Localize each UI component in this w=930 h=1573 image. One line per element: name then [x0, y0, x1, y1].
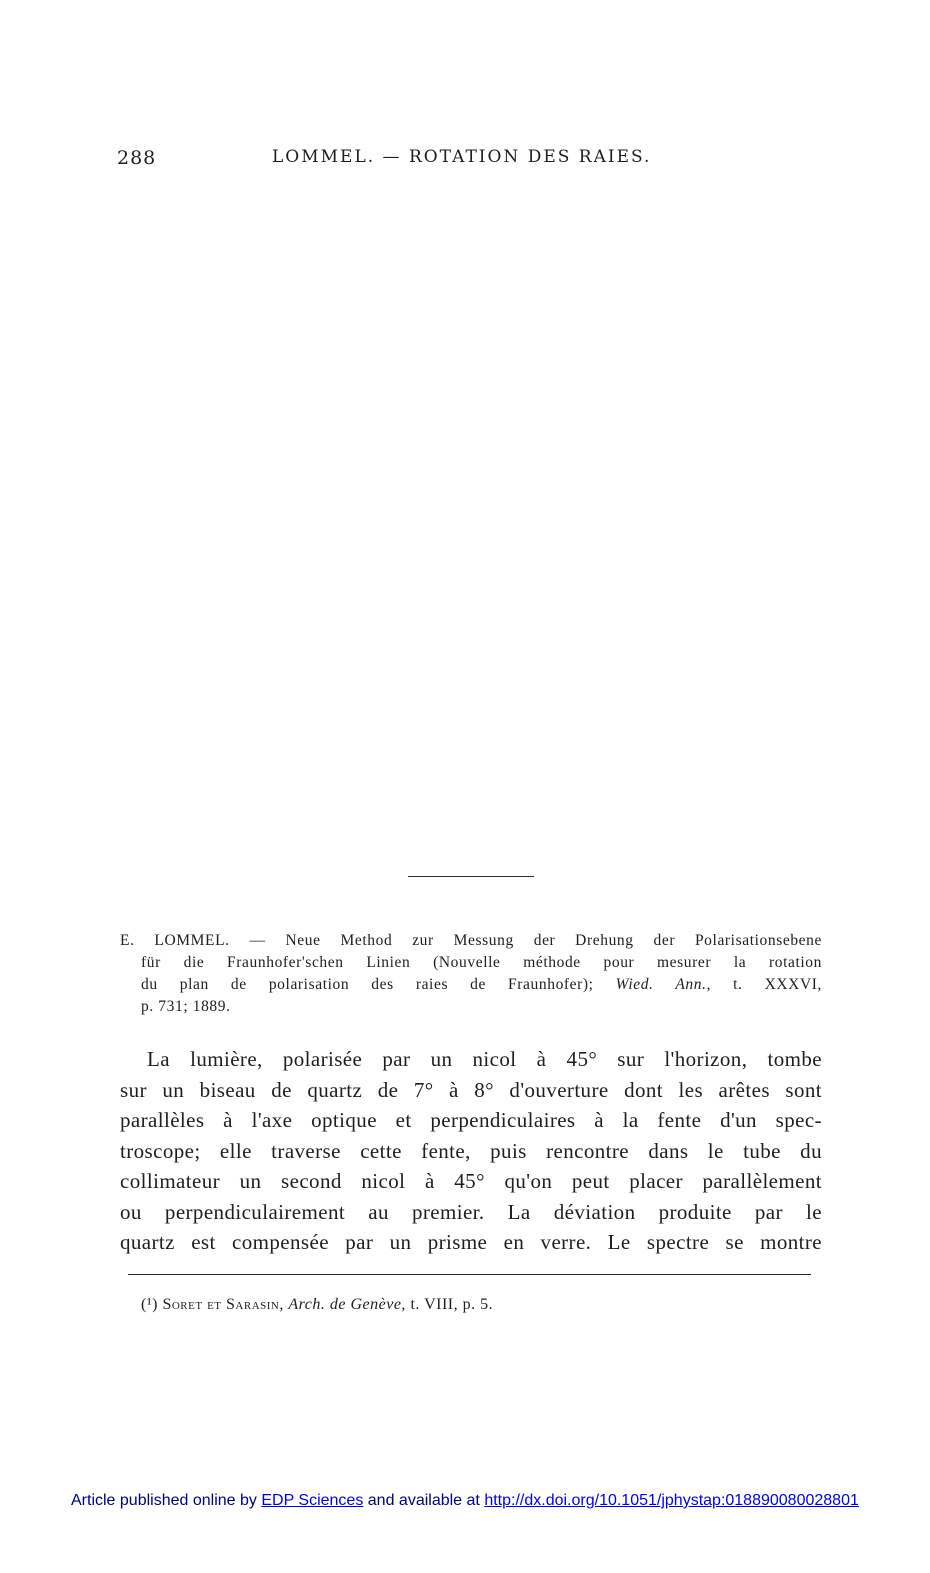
page-number: 288	[117, 147, 157, 169]
body-paragraph	[120, 1044, 822, 1258]
reference-line-3	[120, 974, 822, 996]
body-line: parallèles à l'axe optique et perpendiculaires à la fente d'un spec-	[120, 1108, 822, 1132]
footnote	[141, 1296, 493, 1314]
running-title: LOMMEL. — ROTATION DES RAIES.	[272, 147, 652, 167]
reference-line-2: für die Fraunhofer'schen Linien (Nouvelle méthode pour mesurer la rotation	[141, 954, 822, 971]
body-line: troscope; elle traverse cette fente, puis rencontre dans le tube du	[120, 1138, 822, 1163]
footnote-rule	[128, 1274, 811, 1275]
footnote-rest: t. VIII, p. 5.	[410, 1296, 494, 1313]
body-line: collimateur un second nicol à 45° qu'on peut placer parallèlement	[120, 1169, 822, 1193]
reference-line-4: p. 731; 1889.	[141, 998, 231, 1015]
reference-line-1: E. LOMMEL. — Neue Method zur Messung der Drehung der Polarisationsebene	[120, 932, 822, 949]
bibliographic-reference	[120, 930, 822, 1018]
footnote-marker: (¹)	[141, 1296, 158, 1313]
body-line: sur un biseau de quartz de 7° à 8° d'ouverture dont les arêtes sont	[120, 1077, 822, 1102]
body-line: quartz est compensée par un prisme en verre. Le spectre se montre	[120, 1230, 822, 1254]
publisher-bar	[71, 1492, 859, 1510]
body-line: ou perpendiculairement au premier. La déviation produite par le	[120, 1199, 822, 1224]
footnote-authors: Soret et Sarasin,	[162, 1296, 284, 1313]
section-separator	[408, 876, 534, 877]
reference-line-3-text: du plan de polarisation des raies de Fraunhofer);	[141, 976, 594, 993]
journal-name: Wied. Ann.	[615, 976, 707, 993]
journal-volume: , t. XXXVI,	[706, 976, 822, 993]
publisher-middle: and available at	[367, 1492, 480, 1509]
doi-link[interactable]: http://dx.doi.org/10.1051/jphystap:018890080028801	[484, 1492, 859, 1509]
publisher-link[interactable]: EDP Sciences	[261, 1492, 364, 1509]
publisher-prefix: Article published online by	[71, 1492, 257, 1509]
footnote-journal: Arch. de Genève,	[288, 1296, 406, 1313]
body-line: La lumière, polarisée par un nicol à 45° sur l'horizon, tombe	[147, 1047, 822, 1071]
